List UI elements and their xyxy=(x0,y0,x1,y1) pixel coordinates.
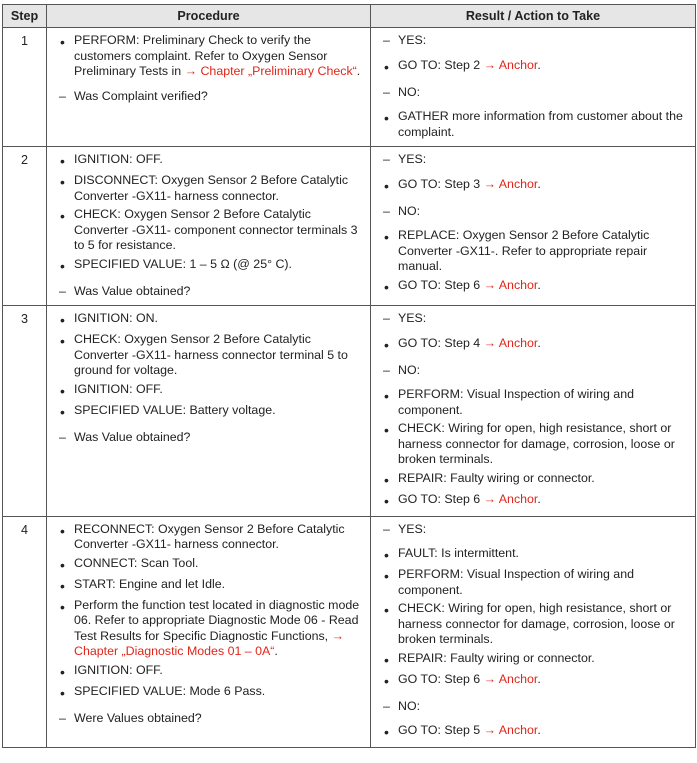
header-result: Result / Action to Take xyxy=(371,5,696,28)
yes-action xyxy=(375,336,691,354)
item-suffix: . xyxy=(274,644,278,658)
yes-label xyxy=(375,33,691,49)
item-text: YES: xyxy=(398,521,427,536)
yes-action xyxy=(375,546,691,564)
header-procedure: Procedure xyxy=(47,5,371,28)
item-text: START: Engine and let Idle. xyxy=(74,576,226,591)
step-row xyxy=(3,28,696,147)
item-text: GO TO: Step 3 xyxy=(398,176,484,191)
item-text: SPECIFIED VALUE: 1 – 5 Ω (@ 25° C). xyxy=(74,256,292,271)
item-text: YES: xyxy=(398,152,427,166)
bullet-icon: • xyxy=(60,522,65,539)
bullet-icon: • xyxy=(384,568,389,584)
item-text: PERFORM: Visual Inspection of wiring and component. xyxy=(398,387,634,417)
item-text: CONNECT: Scan Tool. xyxy=(74,555,199,570)
step-row xyxy=(3,147,696,306)
item-text: Was Complaint verified? xyxy=(74,88,208,103)
item-text: IGNITION: OFF. xyxy=(74,381,163,396)
cross-reference-link[interactable]: → Anchor xyxy=(483,57,538,72)
bullet-icon: • xyxy=(384,388,389,404)
table-body xyxy=(3,28,696,748)
item-text: IGNITION: ON. xyxy=(74,311,158,325)
item-text: Were Values obtained? xyxy=(74,710,202,725)
item-text: CHECK: Wiring for open, high resistance, short or harness connector for damage, corrosion, loose or broken terminals. xyxy=(398,601,675,646)
item-text: IGNITION: OFF. xyxy=(74,152,163,166)
yes-action xyxy=(375,567,691,598)
procedure-question xyxy=(51,711,366,727)
cross-reference-link[interactable]: → Chapter „Diagnostic Modes 01 – 0A“ xyxy=(74,628,344,658)
dash-icon: – xyxy=(383,203,390,218)
bullet-icon: • xyxy=(384,547,389,563)
item-suffix: . xyxy=(537,335,541,350)
procedure-bullet xyxy=(51,332,366,379)
bullet-icon: • xyxy=(60,577,65,594)
yes-label xyxy=(375,522,691,538)
procedure-bullet xyxy=(51,382,366,400)
bullet-icon: • xyxy=(60,174,65,190)
item-text: SPECIFIED VALUE: Battery voltage. xyxy=(74,402,276,417)
item-text: REPLACE: Oxygen Sensor 2 Before Catalytic Converter -GX11-. Refer to appropriate repair manual. xyxy=(398,228,650,273)
item-text: SPECIFIED VALUE: Mode 6 Pass. xyxy=(74,683,266,698)
bullet-icon: • xyxy=(384,229,389,245)
item-text: PERFORM: Preliminary Check to verify the customers complaint. Refer to Oxygen Sensor Preliminary Tests in xyxy=(74,33,328,78)
procedure-bullet xyxy=(51,598,366,660)
bullet-icon: • xyxy=(384,651,389,668)
item-suffix: . xyxy=(537,57,541,72)
header-row xyxy=(3,5,696,28)
no-action xyxy=(375,278,691,296)
no-action xyxy=(375,471,691,489)
dash-icon: – xyxy=(59,283,66,298)
item-suffix: . xyxy=(537,723,541,737)
item-text: DISCONNECT: Oxygen Sensor 2 Before Catalytic Converter -GX11- harness connector. xyxy=(74,173,349,203)
step-number: 1 xyxy=(3,28,47,147)
item-suffix: . xyxy=(537,491,541,506)
result-cell xyxy=(371,306,696,517)
item-text: GO TO: Step 5 xyxy=(398,723,484,737)
item-suffix: . xyxy=(537,176,541,191)
item-text: Was Value obtained? xyxy=(74,429,191,444)
procedure-bullet xyxy=(51,207,366,254)
no-label xyxy=(375,204,691,220)
item-text: IGNITION: OFF. xyxy=(74,662,163,677)
item-text: GO TO: Step 6 xyxy=(398,277,484,292)
no-label xyxy=(375,85,691,101)
item-text: REPAIR: Faulty wiring or connector. xyxy=(398,650,595,665)
item-text: YES: xyxy=(398,311,427,325)
step-number: 2 xyxy=(3,147,47,306)
item-text: REPAIR: Faulty wiring or connector. xyxy=(398,470,595,485)
bullet-icon: • xyxy=(60,153,65,169)
bullet-icon: • xyxy=(384,422,389,438)
cross-reference-link[interactable]: → Anchor xyxy=(483,491,538,506)
dash-icon: – xyxy=(383,698,390,713)
dash-icon: – xyxy=(59,88,66,103)
result-cell xyxy=(371,28,696,147)
header-step: Step xyxy=(3,5,47,28)
diagnostic-table xyxy=(2,4,696,748)
yes-action xyxy=(375,672,691,690)
yes-label xyxy=(375,152,691,168)
procedure-cell xyxy=(47,28,371,147)
no-action xyxy=(375,492,691,510)
bullet-icon: • xyxy=(60,312,65,328)
bullet-icon: • xyxy=(60,598,65,615)
no-action xyxy=(375,723,691,741)
procedure-bullet xyxy=(51,257,366,275)
yes-label xyxy=(375,311,691,327)
item-text: NO: xyxy=(398,203,421,218)
yes-action xyxy=(375,601,691,648)
procedure-question xyxy=(51,89,366,105)
procedure-bullet xyxy=(51,522,366,553)
no-action xyxy=(375,228,691,275)
bullet-icon: • xyxy=(384,672,389,689)
procedure-question xyxy=(51,284,366,300)
procedure-bullet xyxy=(51,556,366,574)
item-suffix: . xyxy=(537,671,541,686)
item-text: CHECK: Wiring for open, high resistance, short or harness connector for damage, corrosion, loose or broken terminals. xyxy=(398,421,675,466)
bullet-icon: • xyxy=(384,602,389,618)
item-text: GO TO: Step 2 xyxy=(398,57,484,72)
item-text: GO TO: Step 6 xyxy=(398,491,484,506)
no-action xyxy=(375,387,691,418)
step-row xyxy=(3,306,696,517)
procedure-bullet xyxy=(51,33,366,80)
no-label xyxy=(375,699,691,715)
bullet-icon: • xyxy=(384,724,389,740)
item-text: RECONNECT: Oxygen Sensor 2 Before Catalytic Converter -GX11- harness connector. xyxy=(74,521,345,551)
no-action xyxy=(375,109,691,140)
item-text: CHECK: Oxygen Sensor 2 Before Catalytic Converter -GX11- harness connector terminal 5 to ground for voltage. xyxy=(74,332,348,377)
item-text: PERFORM: Visual Inspection of wiring and component. xyxy=(398,567,634,597)
item-text: Was Value obtained? xyxy=(74,283,191,298)
step-row xyxy=(3,516,696,748)
dash-icon: – xyxy=(383,362,390,377)
bullet-icon: • xyxy=(60,382,65,399)
bullet-icon: • xyxy=(60,257,65,274)
item-text: GO TO: Step 6 xyxy=(398,671,484,686)
procedure-cell xyxy=(47,147,371,306)
dash-icon: – xyxy=(59,710,66,725)
procedure-bullet xyxy=(51,684,366,702)
yes-action xyxy=(375,58,691,76)
bullet-icon: • xyxy=(60,34,65,50)
result-cell xyxy=(371,516,696,748)
no-action xyxy=(375,421,691,468)
item-text: NO: xyxy=(398,362,421,377)
step-number: 3 xyxy=(3,306,47,517)
procedure-question xyxy=(51,430,366,446)
procedure-bullet xyxy=(51,577,366,595)
cross-reference-link[interactable]: → Anchor xyxy=(483,176,538,191)
bullet-icon: • xyxy=(60,663,65,680)
procedure-cell xyxy=(47,516,371,748)
dash-icon: – xyxy=(383,311,390,325)
bullet-icon: • xyxy=(60,684,65,701)
bullet-icon: • xyxy=(384,471,389,488)
result-cell xyxy=(371,147,696,306)
bullet-icon: • xyxy=(60,208,65,224)
procedure-bullet xyxy=(51,173,366,204)
dash-icon: – xyxy=(383,521,390,536)
bullet-icon: • xyxy=(384,278,389,295)
bullet-icon: • xyxy=(384,492,389,509)
bullet-icon: • xyxy=(384,177,389,194)
item-suffix: . xyxy=(537,277,541,292)
bullet-icon: • xyxy=(60,403,65,420)
bullet-icon: • xyxy=(384,110,389,126)
bullet-icon: • xyxy=(384,336,389,353)
no-label xyxy=(375,363,691,379)
bullet-icon: • xyxy=(60,333,65,349)
cross-reference-link[interactable]: → Anchor xyxy=(483,277,538,292)
item-text: GO TO: Step 4 xyxy=(398,335,484,350)
bullet-icon: • xyxy=(60,556,65,573)
item-text: Perform the function test located in diagnostic mode 06. Refer to appropriate Diagnostic Mode 06 - Read Test Results for Specific Diagnostic Functions, xyxy=(74,597,360,643)
item-text: NO: xyxy=(398,698,421,713)
cross-reference-link[interactable]: → Anchor xyxy=(483,723,538,737)
step-number: 4 xyxy=(3,516,47,748)
procedure-bullet xyxy=(51,403,366,421)
procedure-bullet xyxy=(51,152,366,170)
procedure-cell xyxy=(47,306,371,517)
cross-reference-link[interactable]: → Chapter „Preliminary Check“ xyxy=(184,64,357,78)
cross-reference-link[interactable]: → Anchor xyxy=(483,671,538,686)
yes-action xyxy=(375,651,691,669)
dash-icon: – xyxy=(383,152,390,166)
procedure-bullet xyxy=(51,663,366,681)
dash-icon: – xyxy=(59,429,66,444)
bullet-icon: • xyxy=(384,58,389,75)
item-text: NO: xyxy=(398,84,421,99)
dash-icon: – xyxy=(383,84,390,99)
dash-icon: – xyxy=(383,33,390,47)
cross-reference-link[interactable]: → Anchor xyxy=(483,335,538,350)
procedure-bullet xyxy=(51,311,366,329)
item-text: CHECK: Oxygen Sensor 2 Before Catalytic Converter -GX11- component connector terminals 3 to 5 for resistance. xyxy=(74,207,358,252)
item-text: GATHER more information from customer about the complaint. xyxy=(398,109,683,139)
item-text: YES: xyxy=(398,33,427,47)
item-text: FAULT: Is intermittent. xyxy=(398,546,519,560)
yes-action xyxy=(375,177,691,195)
item-suffix: . xyxy=(356,64,361,78)
